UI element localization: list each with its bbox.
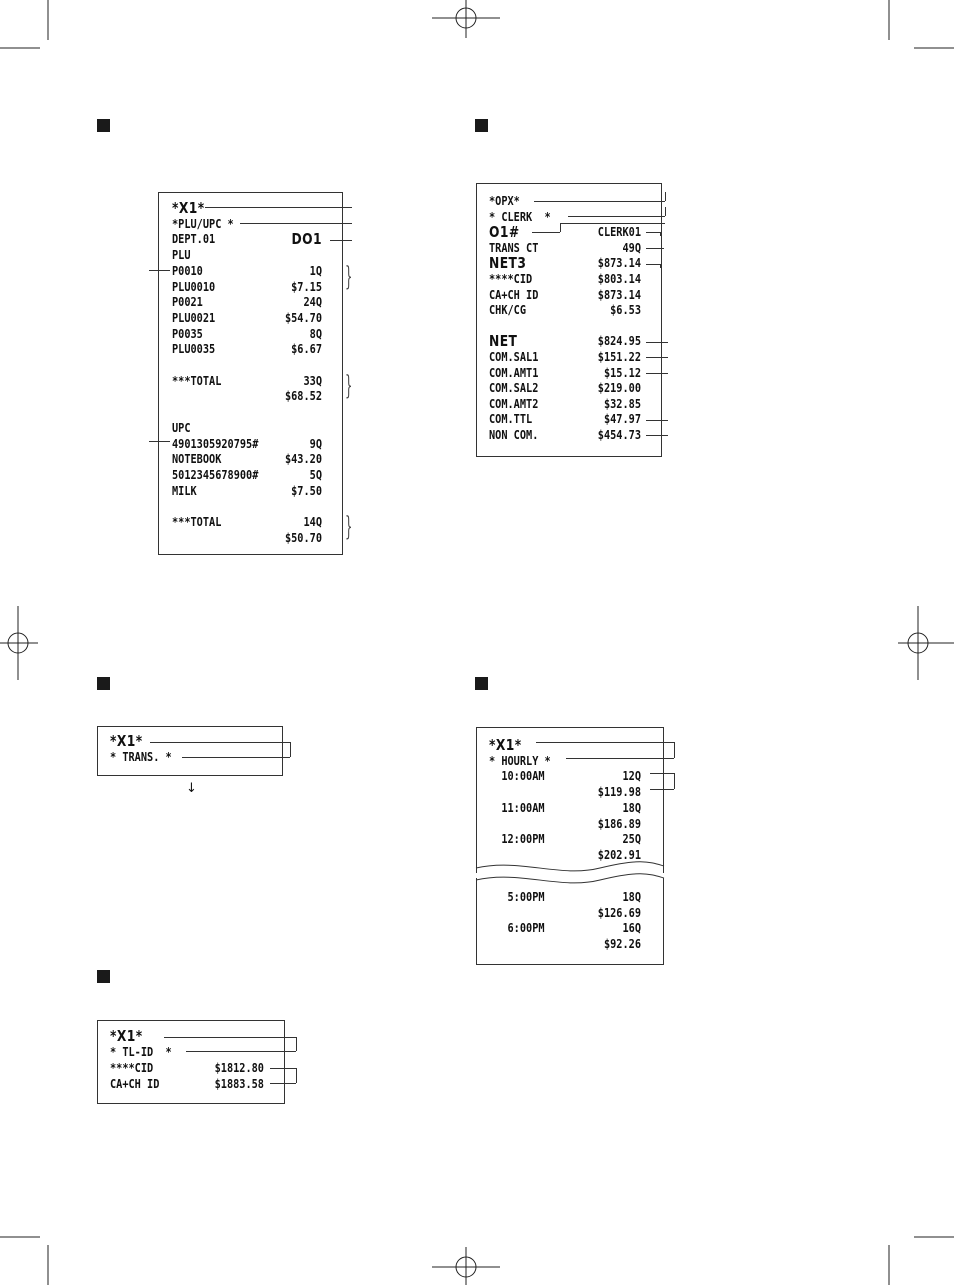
receipt-line-label: ****CID	[110, 1060, 154, 1075]
leader-tick	[665, 192, 666, 201]
leader-tick	[296, 1037, 297, 1051]
receipt-line-value: 18Q	[622, 889, 641, 904]
receipt-line-value: $50.70	[284, 529, 322, 545]
receipt-line-value: $1812.80	[214, 1060, 264, 1075]
receipt-line-label: PLU	[172, 247, 191, 263]
leader-line	[270, 1068, 296, 1069]
receipt-line-label: COM.TTL	[489, 411, 533, 427]
receipt-line-label: *X1*	[172, 199, 205, 217]
leader-line	[646, 232, 660, 233]
receipt-line-value: 49Q	[622, 239, 641, 255]
leader-tick	[660, 264, 661, 268]
leader-line	[240, 223, 352, 224]
receipt-line-label: COM.AMT1	[489, 364, 539, 380]
receipt-line-value: $151.22	[597, 349, 641, 364]
receipt-line-value: 14Q	[303, 514, 322, 529]
receipt-line-value: 25Q	[622, 831, 641, 847]
receipt-line-label: ****CID	[489, 271, 533, 286]
leader-line	[205, 207, 352, 208]
receipt-line-label: *OPX*	[489, 193, 520, 208]
leader-line	[186, 1051, 296, 1052]
brace-icon: }	[345, 262, 353, 292]
receipt-line-value: 18Q	[622, 799, 641, 815]
leader-line	[646, 248, 664, 249]
receipt-line-label: UPC	[172, 419, 191, 435]
receipt-line-value: DO1	[291, 230, 322, 249]
receipt-line-value: $6.53	[610, 302, 641, 318]
leader-line	[646, 435, 668, 436]
receipt-line-label: ***TOTAL	[172, 514, 222, 529]
receipt-line-value: $7.15	[291, 278, 322, 294]
receipt-line-label: MILK	[172, 482, 197, 498]
receipt-line-label: P0035	[172, 325, 203, 341]
receipt-line-label: 5:00PM	[489, 889, 545, 904]
leader-line	[330, 240, 352, 241]
receipt-line-label: NET	[489, 332, 518, 351]
leader-line	[150, 742, 290, 743]
receipt-line-label: COM.SAL2	[489, 380, 539, 396]
leader-line	[646, 342, 668, 343]
receipt-line-value: $43.20	[284, 451, 322, 467]
receipt-line-label: CHK/CG	[489, 302, 527, 318]
leader-line	[164, 1037, 296, 1038]
receipt-line-label: COM.AMT2	[489, 395, 539, 411]
leader-tick	[660, 232, 661, 236]
receipt-line-label: 10:00AM	[489, 768, 545, 784]
receipt-line-label: * TRANS. *	[110, 749, 172, 764]
receipt-line-value: $803.14	[597, 271, 641, 286]
receipt-line-label: PLU0010	[172, 278, 216, 294]
receipt-line-label: P0021	[172, 294, 203, 310]
receipt-line-label: *X1*	[489, 736, 522, 754]
receipt-line-value: $119.98	[597, 784, 641, 800]
receipt-line-label: CA+CH ID	[489, 286, 539, 302]
receipt-line-label: P0010	[172, 262, 203, 278]
leader-line	[270, 1083, 296, 1084]
receipt-line-label: NET3	[489, 254, 527, 273]
leader-line	[646, 420, 668, 421]
receipt-line-value: $454.73	[597, 427, 641, 442]
leader-line	[532, 232, 560, 233]
receipt-line-label: * CLERK *	[489, 208, 551, 224]
receipt-line-value: 33Q	[303, 372, 322, 388]
receipt-line-value: $873.14	[597, 286, 641, 302]
receipt-line-value: CLERK01	[597, 224, 641, 240]
receipt-line-value: 5Q	[309, 466, 322, 482]
receipt-line-label: TRANS CT	[489, 239, 539, 255]
receipt-line-value: $54.70	[284, 309, 322, 325]
receipt-line-label: *PLU/UPC *	[172, 215, 234, 231]
receipt-line-label: *X1*	[110, 732, 143, 750]
leader-line	[568, 216, 665, 217]
receipt-line-value: $68.52	[284, 388, 322, 404]
receipt-line-label: PLU0035	[172, 341, 216, 357]
leader-tick	[290, 742, 291, 757]
receipt-line-label: NOTEBOOK	[172, 451, 222, 467]
receipt-line-label: * HOURLY *	[489, 752, 551, 768]
leader-tick	[674, 742, 675, 758]
receipt-line-value: 12Q	[622, 768, 641, 784]
receipt-line-value: $873.14	[597, 255, 641, 271]
receipt-line-label: CA+CH ID	[110, 1076, 160, 1091]
leader-tick	[665, 207, 666, 216]
leader-tick	[560, 223, 561, 232]
receipt-line-value: $219.00	[597, 380, 641, 396]
down-arrow-icon: ↓	[186, 781, 197, 796]
receipt-line-label: NON COM.	[489, 427, 539, 442]
leader-line	[560, 223, 665, 224]
leader-tick	[674, 773, 675, 789]
receipt-line-value: $126.69	[597, 904, 641, 920]
receipt-line-label: COM.SAL1	[489, 349, 539, 364]
receipt-line-value: $7.50	[291, 482, 322, 498]
receipt-line-label: O1#	[489, 223, 520, 242]
receipt-line-value: 16Q	[622, 920, 641, 936]
receipt-line-label: * TL-ID *	[110, 1044, 172, 1059]
brace-icon: }	[345, 371, 353, 401]
receipt-line-value: $15.12	[603, 364, 641, 380]
receipt-line-value: $32.85	[603, 395, 641, 411]
receipt-line-label: PLU0021	[172, 309, 216, 325]
leader-tick	[296, 1068, 297, 1083]
receipt-line-value: 8Q	[309, 325, 322, 341]
receipt-line-label: *X1*	[110, 1027, 143, 1045]
receipt-line-label: 12:00PM	[489, 831, 545, 847]
receipt-line-label: 5012345678900#	[172, 466, 259, 482]
receipt-line-value: $186.89	[597, 815, 641, 831]
leader-line	[646, 373, 668, 374]
leader-line	[650, 773, 674, 774]
receipt-line-value: 9Q	[309, 435, 322, 451]
receipt-line-label: 6:00PM	[489, 920, 545, 936]
receipt-line-value: 1Q	[309, 262, 322, 278]
leader-line	[650, 789, 674, 790]
receipt-line-value: $6.67	[291, 341, 322, 357]
leader-line	[536, 742, 674, 743]
leader-line	[182, 757, 290, 758]
leader-line	[149, 441, 170, 442]
leader-line	[149, 270, 170, 271]
receipt-line-value: $824.95	[597, 333, 641, 349]
receipt-line-label: ***TOTAL	[172, 372, 222, 388]
receipt-line-value: $1883.58	[214, 1076, 264, 1091]
receipt-line-value: $202.91	[597, 846, 641, 862]
leader-line	[534, 201, 665, 202]
receipt-line-value: $92.26	[603, 936, 641, 952]
brace-icon: }	[345, 512, 353, 542]
receipt-line-label: 11:00AM	[489, 799, 545, 815]
leader-line	[646, 264, 660, 265]
leader-line	[566, 758, 674, 759]
receipt-line-label: DEPT.01	[172, 231, 216, 247]
receipt-line-value: $47.97	[603, 411, 641, 427]
receipt-line-value: 24Q	[303, 294, 322, 310]
leader-line	[646, 357, 668, 358]
receipt-line-label: 4901305920795#	[172, 435, 259, 451]
